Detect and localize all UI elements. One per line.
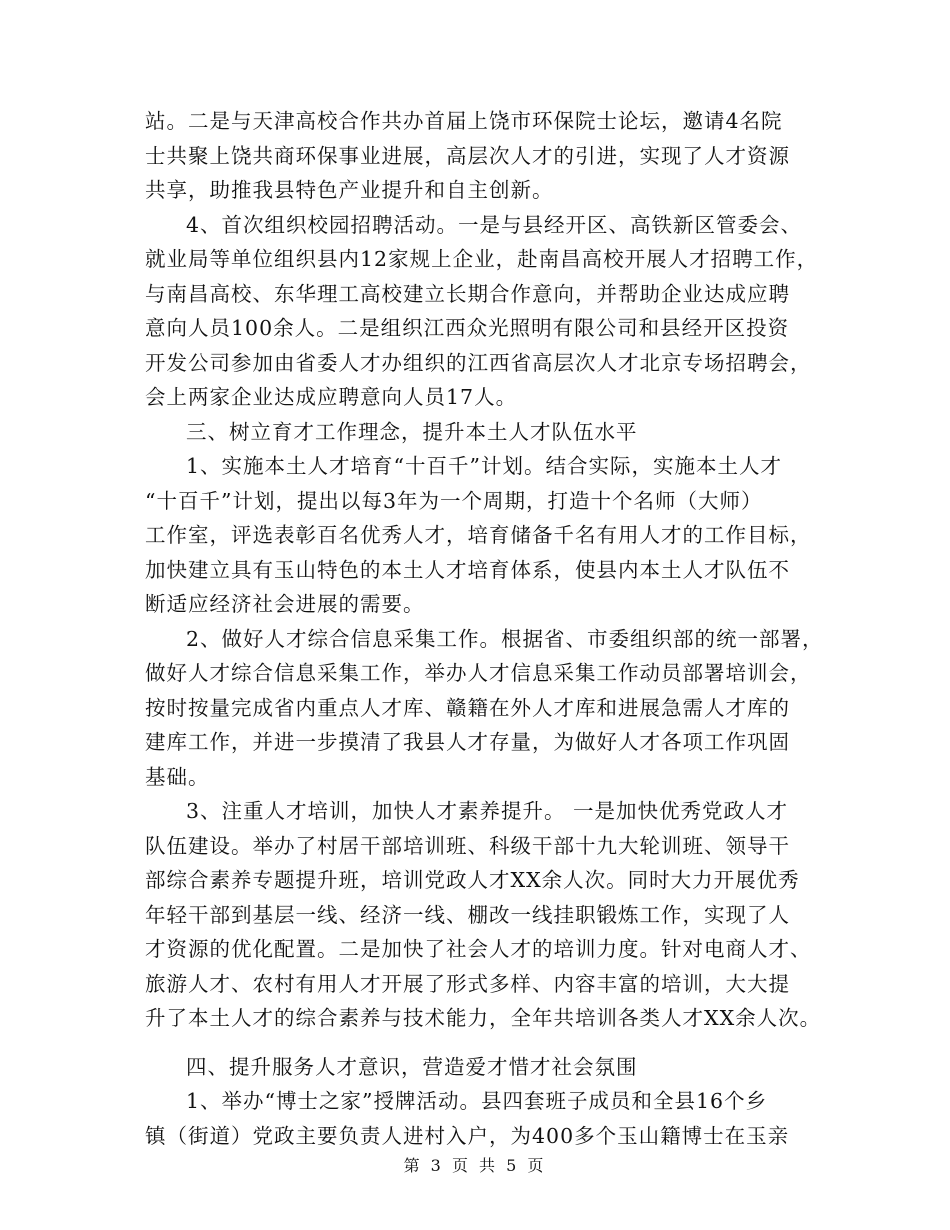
text-line: 2、做好人才综合信息采集工作。根据省、市委组织部的统一部署， — [186, 626, 824, 651]
text-line: 镇（街道）党政主要负责人进村入户，为400多个玉山籍博士在玉亲 — [145, 1123, 790, 1148]
text-line: 会上两家企业达成应聘意向人员17人。 — [145, 385, 518, 409]
text-line: “十百千”计划，提出以每3年为一个周期，打造十个名师（大师） — [145, 488, 763, 513]
text-line: 1、实施本土人才培育“十百千”计划。结合实际，实施本土人才 — [186, 454, 783, 478]
text-line: 3、注重人才培训，加快人才素养提升。 一是加快优秀党政人才 — [186, 799, 789, 823]
page-footer: 第 3 页 共 5 页 — [403, 1156, 547, 1175]
text-line: 开发公司参加由省委人才办组织的江西省高层次人才北京专场招聘会， — [145, 350, 812, 375]
text-line: 意向人员100余人。二是组织江西众光照明有限公司和县经开区投资 — [145, 316, 790, 340]
text-line: 升了本土人才的综合素养与技术能力，全年共培训各类人才XX余人次。 — [145, 1006, 822, 1030]
text-line: 士共聚上饶共商环保事业进展，高层次人才的引进，实现了人才资源 — [145, 143, 790, 168]
text-line: 队伍建设。举办了村居干部培训班、科级干部十九大轮训班、领导干 — [145, 833, 790, 858]
text-line: 站。二是与天津高校合作共办首届上饶市环保院士论坛，邀请4名院 — [145, 109, 783, 133]
text-line: 年轻干部到基层一线、经济一线、棚改一线挂职锻炼工作，实现了人 — [145, 902, 790, 927]
text-line: 才资源的优化配置。二是加快了社会人才的培训力度。针对电商人才、 — [145, 937, 812, 961]
text-line: 就业局等单位组织县内12家规上企业，赴南昌高校开展人才招聘工作， — [145, 247, 819, 271]
text-line: 做好人才综合信息采集工作，举办人才信息采集工作动员部署培训会， — [145, 661, 812, 685]
text-line: 加快建立具有玉山特色的本土人才培育体系，使县内本土人才队伍不 — [145, 557, 790, 582]
text-line: 基础。 — [145, 764, 210, 789]
text-line: 共享，助推我县特色产业提升和自主创新。 — [145, 178, 554, 202]
text-line: 四、提升服务人才意识，营造爱才惜才社会氛围 — [186, 1054, 638, 1079]
paragraph-gap — [145, 1036, 810, 1050]
text-line: 工作室，评选表彰百名优秀人才，培育储备千名有用人才的工作目标， — [145, 523, 812, 547]
text-line: 断适应经济社会进展的需要。 — [145, 592, 425, 616]
text-line: 1、举办“博士之家”授牌活动。县四套班子成员和全县16个乡 — [186, 1089, 768, 1113]
text-line: 与南昌高校、东华理工高校建立长期合作意向，并帮助企业达成应聘 — [145, 281, 790, 306]
text-line: 部综合素养专题提升班，培训党政人才XX余人次。同时大力开展优秀 — [145, 868, 800, 892]
text-line: 建库工作，并进一步摸清了我县人才存量，为做好人才各项工作巩固 — [145, 730, 790, 754]
text-line: 三、树立育才工作理念，提升本土人才队伍水平 — [186, 419, 638, 444]
text-line: 旅游人才、农村有用人才开展了形式多样、内容丰富的培训，大大提 — [145, 971, 790, 996]
document-body — [145, 104, 824, 1153]
text-line: 4、首次组织校园招聘活动。一是与县经开区、高铁新区管委会、 — [186, 212, 803, 237]
text-line: 按时按量完成省内重点人才库、赣籍在外人才库和进展急需人才库的 — [145, 695, 790, 720]
